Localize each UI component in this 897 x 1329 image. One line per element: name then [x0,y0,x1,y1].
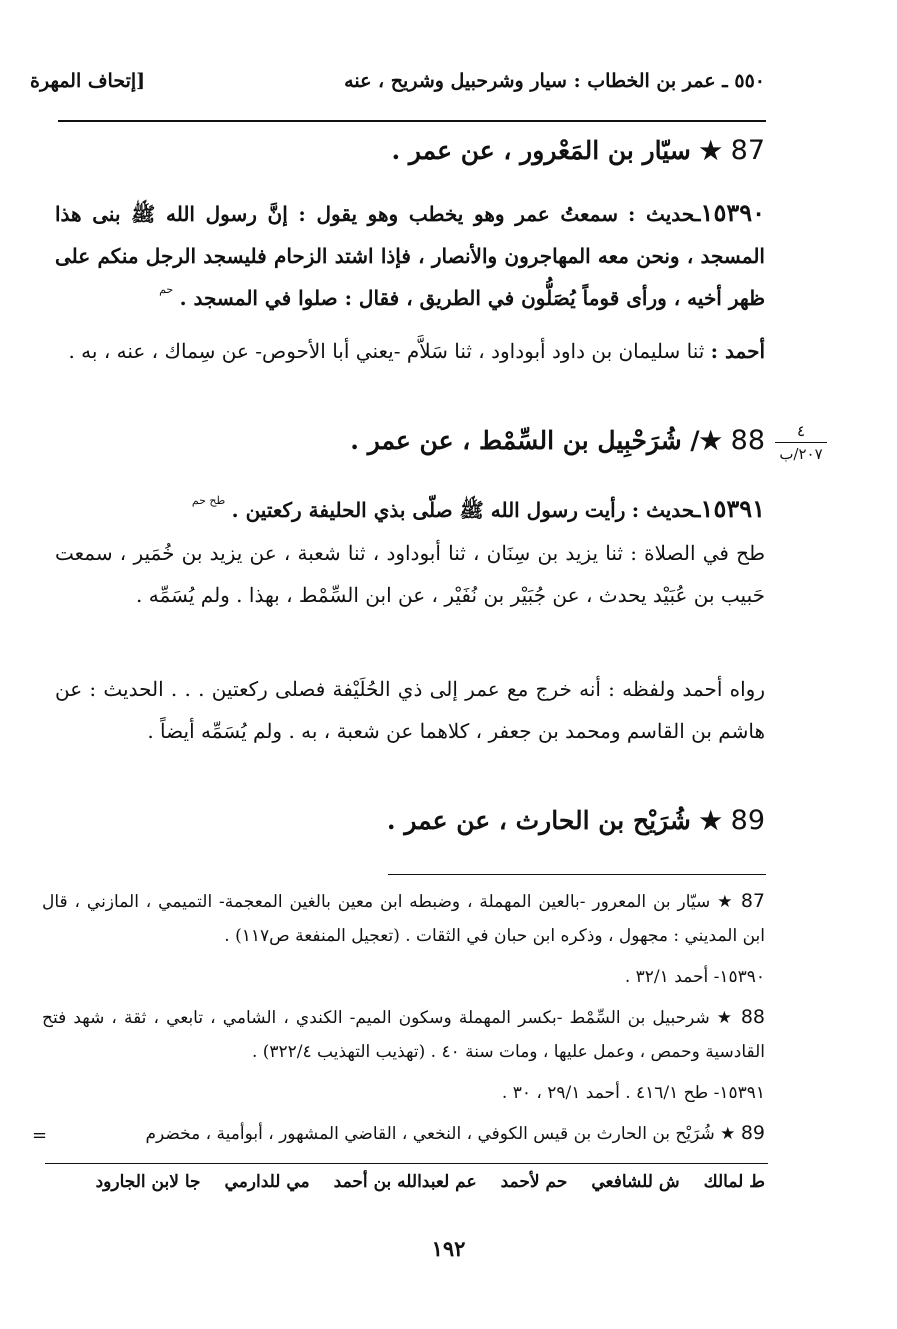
star-icon: ★/ [690,426,722,455]
entry-number: 89 [730,805,765,836]
footnote-87 [42,884,765,953]
star-icon: ★ [716,1008,734,1028]
abbr-ibn-jarud: جا لابن الجارود [95,1172,201,1192]
hadith-15390-source [55,330,765,372]
hadith-15390 [55,192,765,319]
footnote-89 [42,1116,765,1151]
entry-heading-87 [55,135,765,166]
header-title: ٥٥٠ ـ عمر بن الخطاب : سيار وشرحبيل وشريح ، عنه [344,70,765,92]
hadith-label: ـحديث : [631,498,701,522]
margin-manuscript-ref [775,422,827,463]
isnad-text: طح في الصلاة : ثنا يزيد بن سِنَان ، ثنا أبوداود ، ثنا شعبة ، عن يزيد بن خُمَير ، سمعت حَبيب بن عُبَيْد يحدث ، عن جُبَيْر بن نُفَيْر ، عن ابن السِّمْط ، بهذا . ولم يُسَمِّه . [55,541,765,607]
entry-name: شُرَحْبِيل بن السِّمْط ، عن عمر . [350,426,682,455]
footnote-ref-15390 [42,960,765,994]
entry-heading-88 [55,425,765,456]
header-rule [58,120,766,122]
star-icon: ★ [720,1124,736,1144]
hadith-15391 [55,488,765,531]
abbreviations-key [45,1172,765,1204]
source-symbol: حم [159,283,174,296]
star-icon: ★ [699,136,722,165]
entry-number: 88 [730,425,765,456]
hadith-number: ١٥٣٩٠ [700,198,765,227]
source-text: ثنا سليمان بن داود أبوداود ، ثنا سَلاَّم -يعني أبا الأحوص- عن سِماك ، عنه ، به . [68,339,705,363]
source-symbol: طح حم [191,494,226,507]
footnote-number: 87 [740,890,765,912]
footnote-ref: ١٥٣٩٠- أحمد ٣٢/١ . [624,967,765,987]
margin-divider [775,442,827,443]
footnote-88 [42,1000,765,1069]
footnote-text: شرحبيل بن السِّمْط -بكسر المهملة وسكون الميم- الكندي ، الشامي ، تابعي ، ثقة ، شهد فتح القادسية وحمص ، وعمل عليها ، ومات سنة ٤٠ . (تهذيب التهذيب ٣٢٢/٤) . [42,1008,765,1062]
footnote-rule [388,874,766,875]
hadith-15391-ahmad [55,668,765,752]
abbr-abdullah: عم لعبدالله بن أحمد [333,1172,477,1192]
hadith-text: سمعتُ عمر وهو يخطب وهو يقول : إنَّ رسول الله ﷺ بنى هذا المسجد ، ونحن معه المهاجرون والأنصار ، فإذا اشتد الزحام فليسجد الرجل منكم على ظهر أخيه ، ورأى قوماً يُصَلُّون في الطريق ، فقال : صلوا في المسجد . [55,202,765,310]
source-label: أحمد : [710,339,765,363]
hadith-15391-isnad [55,532,765,616]
footnote-text: شُرَيْح بن الحارث بن قيس الكوفي ، النخعي ، القاضي المشهور ، أبوأمية ، مخضرم [145,1124,715,1144]
abbr-shafii: ش للشافعي [591,1172,680,1192]
ahmad-text: رواه أحمد ولفظه : أنه خرج مع عمر إلى ذي الحُلَيْفة فصلى ركعتين . . . الحديث : عن هاشم بن القاسم ومحمد بن جعفر ، كلاهما عن شعبة ، به . ولم يُسَمِّه أيضاً . [55,677,765,743]
star-icon: ★ [717,892,734,912]
entry-name: شُرَيْح بن الحارث ، عن عمر . [386,806,691,835]
hadith-label: ـحديث : [628,202,701,226]
header-book-name: [إتحاف المهرة [30,70,146,92]
footnote-number: 88 [740,1006,765,1028]
running-header [30,70,765,104]
footnote-text: سيّار بن المعرور -بالعين المهملة ، وضبطه ابن معين بالغين المعجمة- التميمي ، المازني ، قال ابن المديني : مجهول ، وذكره ابن حبان في الثقات . (تعجيل المنفعة ص١١٧) . [42,892,765,946]
margin-bottom: ٢٠٧/ب [779,445,823,463]
footnote-ref-15391 [42,1076,765,1110]
hadith-number: ١٥٣٩١ [700,494,765,523]
margin-top: ٤ [796,422,806,440]
footnote-ref: ١٥٣٩١- طح ٤١٦/١ . أحمد ٢٩/١ ، ٣٠ . [501,1083,765,1103]
entry-number: 87 [730,135,765,166]
hadith-text: رأيت رسول الله ﷺ صلّى بذي الحليفة ركعتين . [231,498,626,522]
abbreviations-rule [45,1163,768,1164]
footnote-number: 89 [740,1122,765,1144]
abbr-darimi: مي للدارمي [224,1172,310,1192]
continuation-mark: = [32,1125,48,1146]
entry-name: سيّار بن المَعْرور ، عن عمر . [391,136,691,165]
page-number: ١٩٢ [431,1236,466,1261]
abbr-malik: ط لمالك [703,1172,765,1192]
entry-heading-89 [55,805,765,836]
abbr-ahmad: حم لأحمد [500,1172,568,1192]
star-icon: ★ [699,806,722,835]
